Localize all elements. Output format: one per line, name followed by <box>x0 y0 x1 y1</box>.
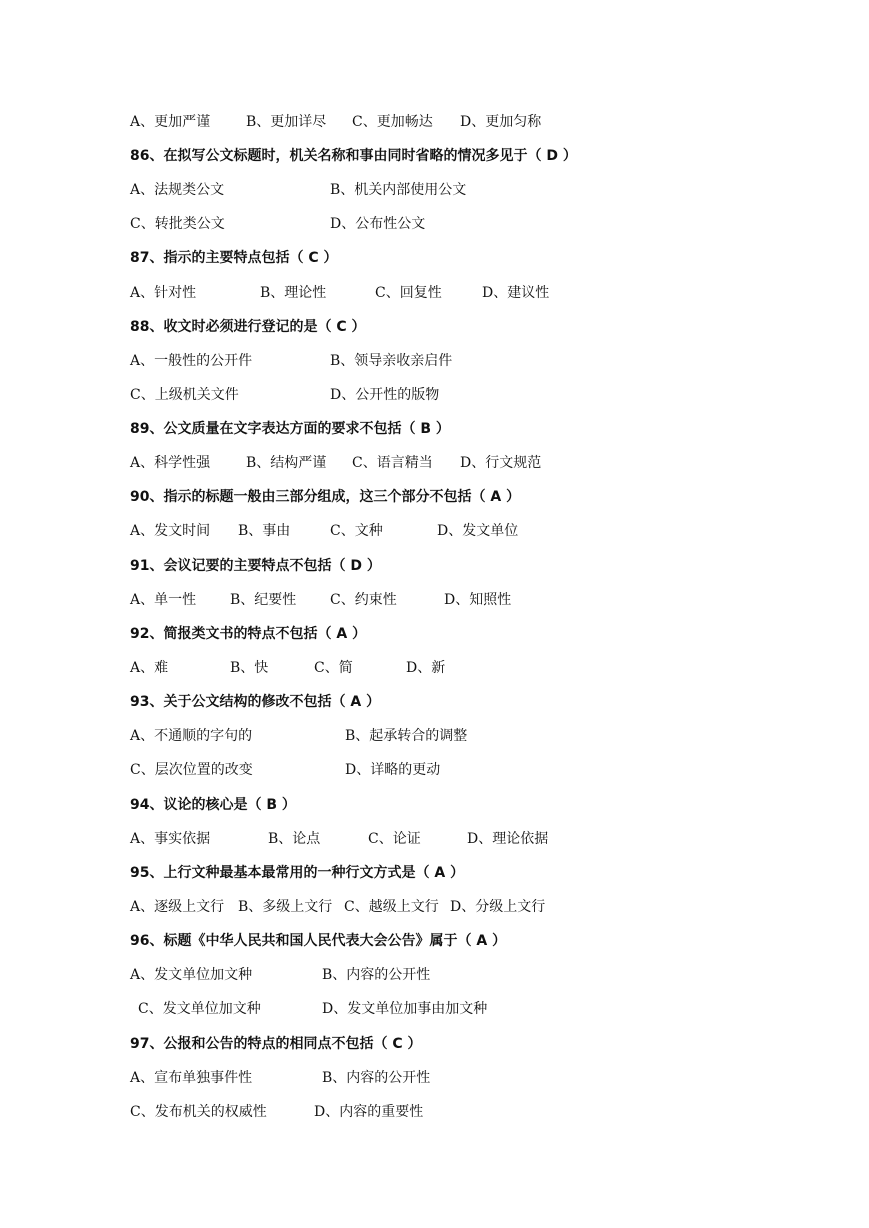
option-d: D、理论依据 <box>467 831 549 847</box>
option-c: C、约束性 <box>330 592 397 608</box>
option-d: D、发文单位 <box>437 523 519 539</box>
option-a: A、逐级上文行 <box>130 899 225 915</box>
option-c: C、层次位置的改变 <box>130 762 253 778</box>
option-c: C、语言精当 <box>352 455 433 471</box>
options-97-row2 <box>130 1102 424 1182</box>
option-c: C、论证 <box>368 831 421 847</box>
option-c: C、越级上文行 <box>344 899 439 915</box>
option-b: B、事由 <box>238 523 291 539</box>
option-b: B、论点 <box>268 831 321 847</box>
option-d: D、知照性 <box>444 592 512 608</box>
question-90: 90、指示的标题一般由三部分组成，这三个部分不包括（ A ） <box>130 489 521 505</box>
option-a: A、更加严谨 <box>130 114 211 130</box>
option-b: B、领导亲收亲启件 <box>330 353 453 369</box>
option-d: D、更加匀称 <box>460 114 542 130</box>
option-b: B、理论性 <box>260 285 327 301</box>
option-d: D、新 <box>406 660 446 676</box>
option-a: A、单一性 <box>130 592 197 608</box>
option-d: D、建议性 <box>482 285 550 301</box>
question-89: 89、公文质量在文字表达方面的要求不包括（ B ） <box>130 421 450 437</box>
option-d: D、分级上文行 <box>450 899 546 915</box>
option-b: B、多级上文行 <box>238 899 333 915</box>
option-d: D、详略的更动 <box>345 762 441 778</box>
option-a: A、发文单位加文种 <box>130 967 253 983</box>
option-b: B、更加详尽 <box>246 114 327 130</box>
option-b: B、机关内部使用公文 <box>330 182 467 198</box>
option-c: C、更加畅达 <box>352 114 433 130</box>
question-93: 93、关于公文结构的修改不包括（ A ） <box>130 694 381 710</box>
option-b: B、内容的公开性 <box>322 1070 431 1086</box>
option-d: D、公开性的版物 <box>330 387 440 403</box>
question-88: 88、收文时必须进行登记的是（ C ） <box>130 319 366 335</box>
option-b: B、纪要性 <box>230 592 297 608</box>
option-c: C、简 <box>314 660 353 676</box>
option-b: B、内容的公开性 <box>322 967 431 983</box>
question-97: 97、公报和公告的特点的相同点不包括（ C ） <box>130 1036 422 1052</box>
option-b: B、起承转合的调整 <box>345 728 468 744</box>
option-c: C、文种 <box>330 523 383 539</box>
option-b: B、结构严谨 <box>246 455 327 471</box>
question-94: 94、议论的核心是（ B ） <box>130 797 296 813</box>
option-c: C、上级机关文件 <box>130 387 239 403</box>
option-d: D、发文单位加事由加文种 <box>322 1001 488 1017</box>
option-c: C、回复性 <box>375 285 442 301</box>
option-a: A、不通顺的字句的 <box>130 728 253 744</box>
question-92: 92、简报类文书的特点不包括（ A ） <box>130 626 367 642</box>
option-c: C、发布机关的权威性 <box>130 1104 267 1120</box>
option-d: D、行文规范 <box>460 455 542 471</box>
option-c: C、发文单位加文种 <box>138 1001 261 1017</box>
option-d: D、公布性公文 <box>330 216 426 232</box>
option-c: C、转批类公文 <box>130 216 225 232</box>
option-a: A、难 <box>130 660 169 676</box>
option-d: D、内容的重要性 <box>314 1104 424 1120</box>
option-a: A、事实依据 <box>130 831 211 847</box>
option-a: A、科学性强 <box>130 455 211 471</box>
question-95: 95、上行文种最基本最常用的一种行文方式是（ A ） <box>130 865 465 881</box>
question-87: 87、指示的主要特点包括（ C ） <box>130 250 338 266</box>
option-b: B、快 <box>230 660 269 676</box>
option-a: A、一般性的公开件 <box>130 353 253 369</box>
option-a: A、宣布单独事件性 <box>130 1070 253 1086</box>
option-a: A、针对性 <box>130 285 197 301</box>
question-91: 91、会议记要的主要特点不包括（ D ） <box>130 558 381 574</box>
question-86: 86、在拟写公文标题时，机关名称和事由同时省略的情况多见于（ D ） <box>130 148 577 164</box>
question-96: 96、标题《中华人民共和国人民代表大会公告》属于（ A ） <box>130 933 507 949</box>
option-a: A、发文时间 <box>130 523 211 539</box>
option-a: A、法规类公文 <box>130 182 225 198</box>
